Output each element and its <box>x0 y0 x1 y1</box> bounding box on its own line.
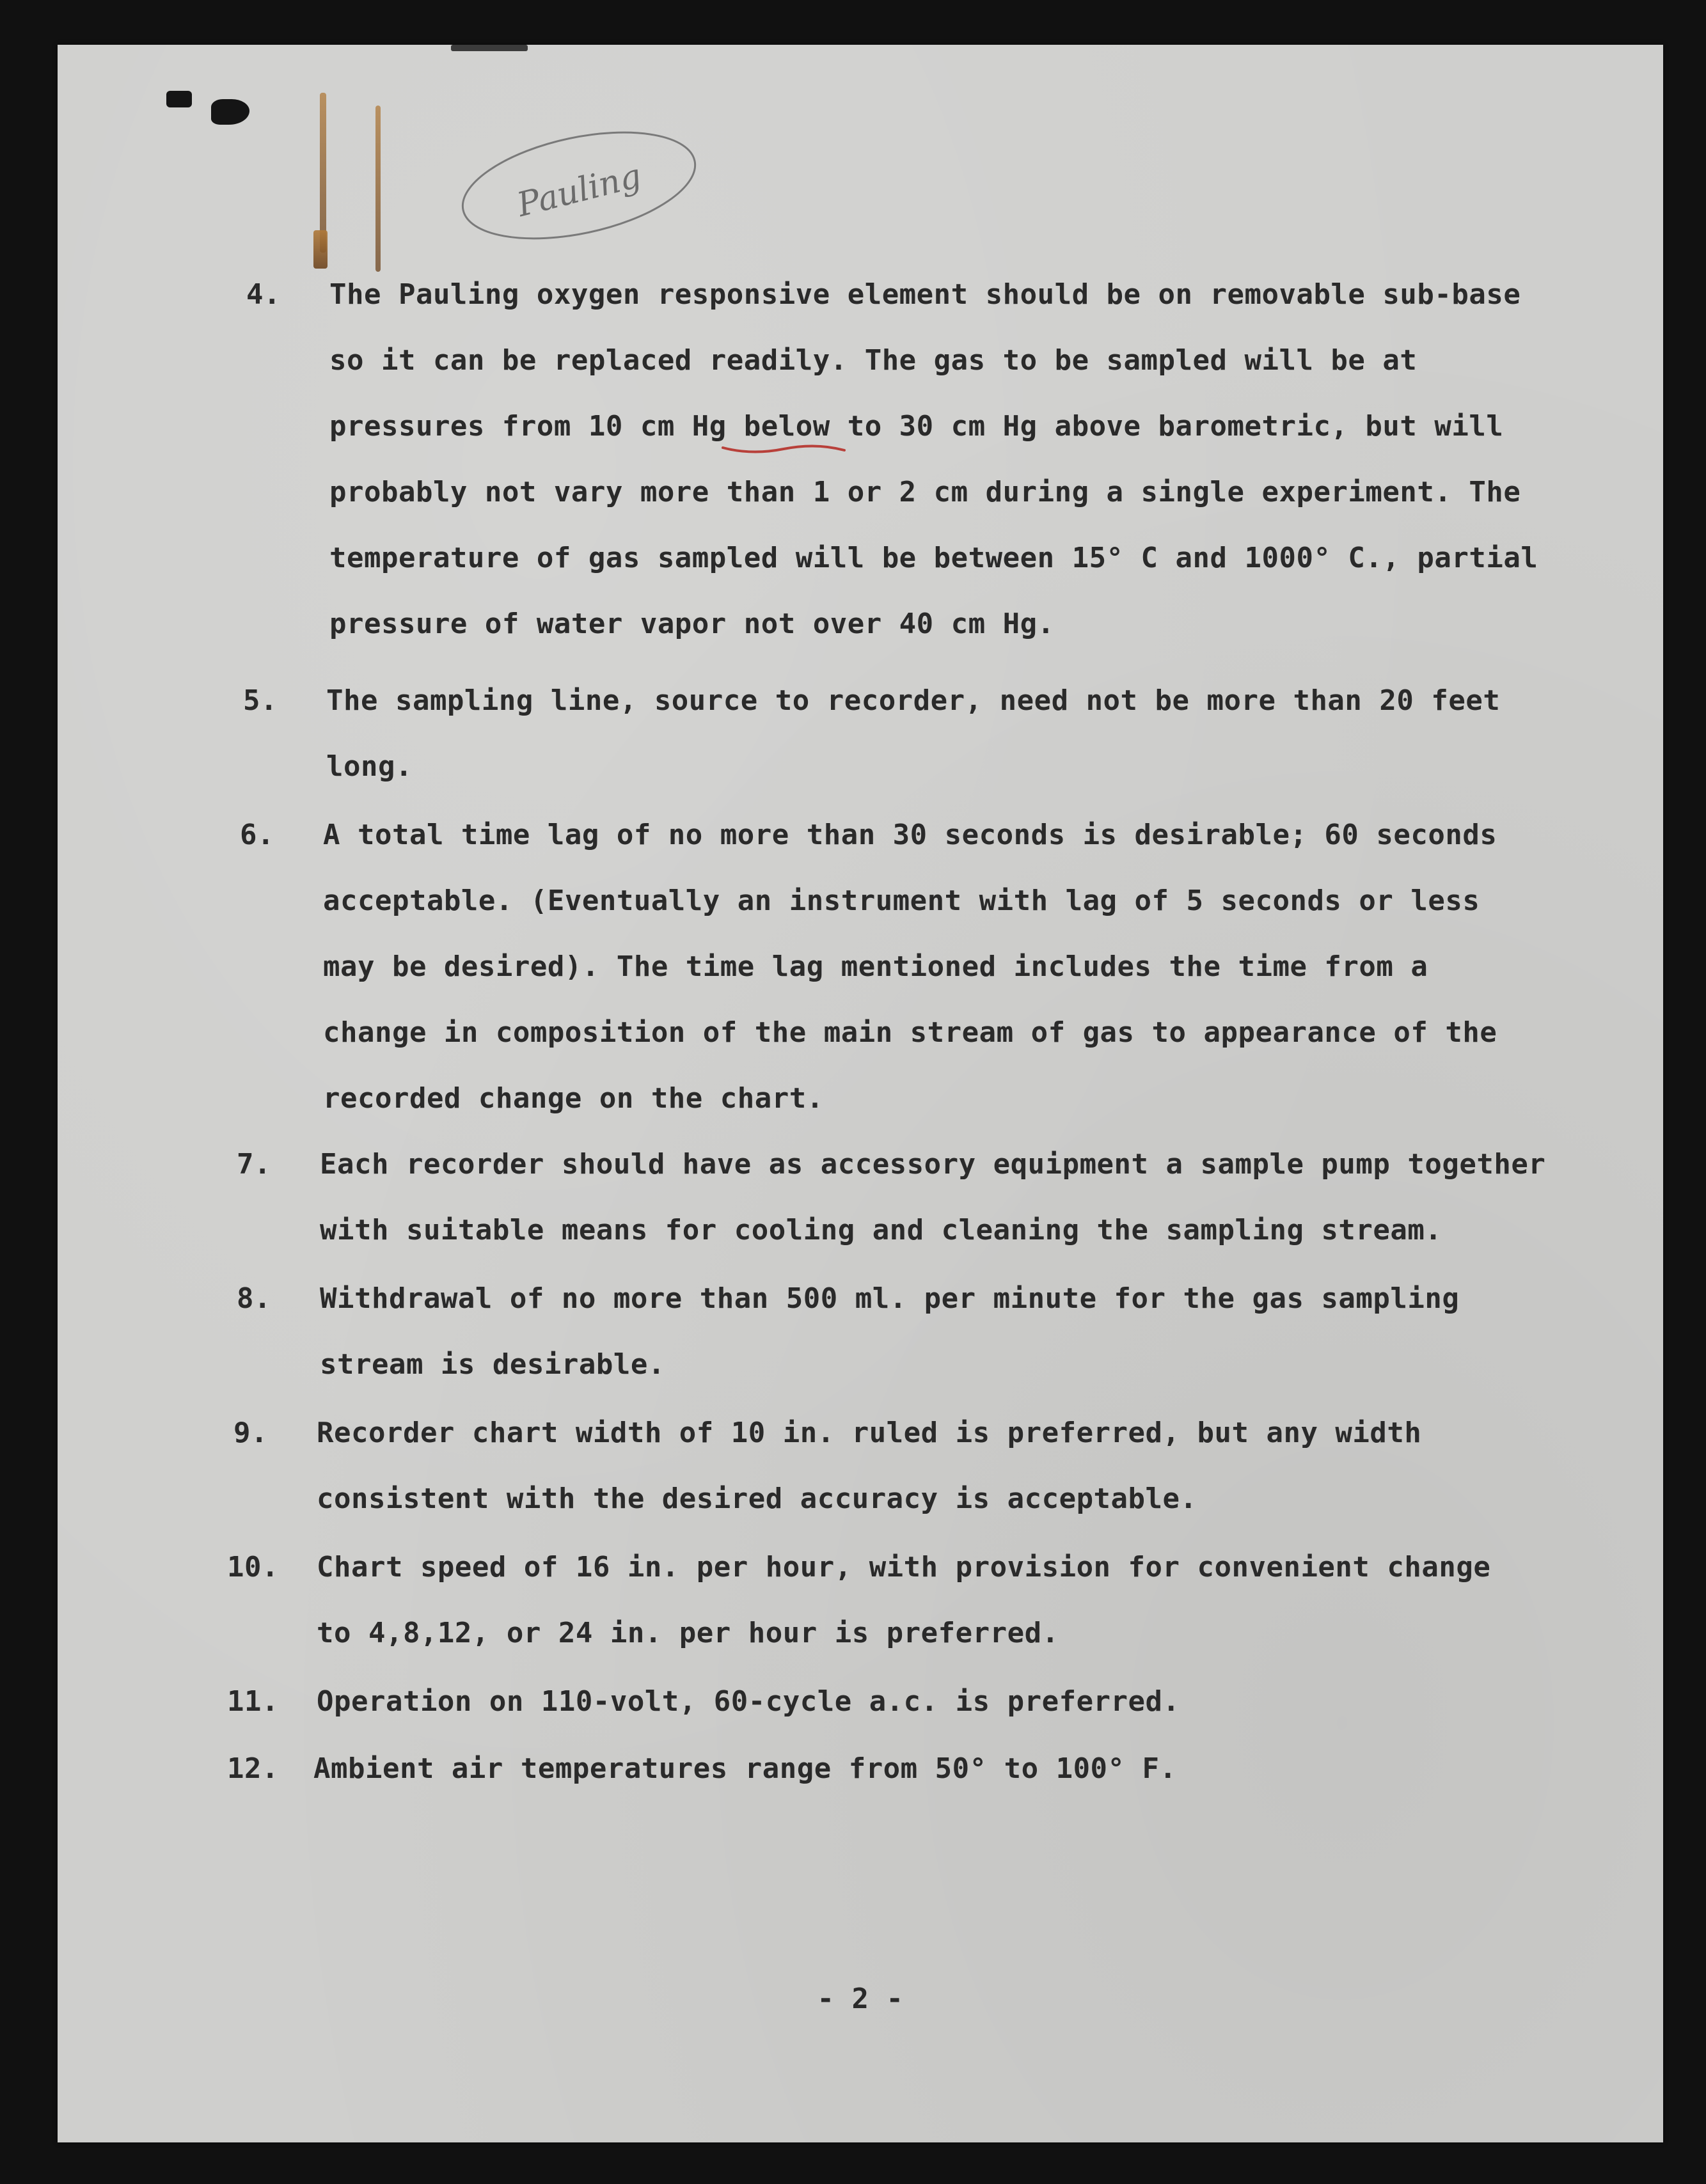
item-number: 6. <box>240 819 274 851</box>
item-line: consistent with the desired accuracy is acceptable. <box>317 1482 1197 1515</box>
item-line: The Pauling oxygen responsive element should be on removable sub-base <box>329 278 1521 311</box>
item-number: 4. <box>246 278 281 311</box>
annotation-label: Pauling <box>513 157 645 225</box>
item-number: 12. <box>227 1752 279 1785</box>
item-number: 5. <box>243 684 278 717</box>
item-line: with suitable means for cooling and cleaning the sampling stream. <box>320 1214 1442 1246</box>
item-line: pressures from 10 cm Hg below to 30 cm Hg above barometric, but will <box>329 410 1504 443</box>
item-line: Ambient air temperatures range from 50° to 100° F. <box>313 1752 1177 1785</box>
item-number: 10. <box>227 1551 279 1583</box>
item-line: recorded change on the chart. <box>323 1082 824 1115</box>
rust-stain <box>320 93 326 253</box>
rust-stain <box>375 106 381 272</box>
item-line: stream is desirable. <box>320 1348 665 1381</box>
item-line: A total time lag of no more than 30 seconds is desirable; 60 seconds <box>323 819 1497 851</box>
item-line: Withdrawal of no more than 500 ml. per minute for the gas sampling <box>320 1282 1460 1315</box>
pencil-annotation <box>454 122 704 249</box>
item-line: long. <box>326 750 413 783</box>
item-line: Recorder chart width of 10 in. ruled is preferred, but any width <box>317 1417 1422 1449</box>
staple-mark <box>451 45 528 51</box>
item-line: Operation on 110-volt, 60-cycle a.c. is preferred. <box>317 1685 1180 1718</box>
rust-stain <box>313 230 328 269</box>
item-line: temperature of gas sampled will be between 15° C and 1000° C., partial <box>329 542 1538 574</box>
document-page <box>58 45 1663 2142</box>
item-line: to 4,8,12, or 24 in. per hour is preferred. <box>317 1617 1059 1649</box>
item-line: Chart speed of 16 in. per hour, with provision for convenient change <box>317 1551 1491 1583</box>
item-number: 9. <box>233 1417 268 1449</box>
item-line: so it can be replaced readily. The gas to be sampled will be at <box>329 344 1418 377</box>
item-line: change in composition of the main stream of gas to appearance of the <box>323 1016 1497 1049</box>
page-number: - 2 - <box>817 1983 904 2015</box>
item-number: 11. <box>227 1685 279 1718</box>
item-line: acceptable. (Eventually an instrument with lag of 5 seconds or less <box>323 884 1480 917</box>
paper-tear <box>211 99 249 125</box>
item-line: The sampling line, source to recorder, need not be more than 20 feet <box>326 684 1501 717</box>
staple-hole <box>166 91 192 107</box>
item-line: may be desired). The time lag mentioned includes the time from a <box>323 950 1428 983</box>
item-number: 7. <box>237 1148 271 1181</box>
red-underline <box>720 440 848 459</box>
item-line: Each recorder should have as accessory equipment a sample pump together <box>320 1148 1546 1181</box>
annotation-oval <box>454 122 704 249</box>
item-number: 8. <box>237 1282 271 1315</box>
item-line: probably not vary more than 1 or 2 cm during a single experiment. The <box>329 476 1521 508</box>
item-line: pressure of water vapor not over 40 cm Hg. <box>329 608 1055 640</box>
